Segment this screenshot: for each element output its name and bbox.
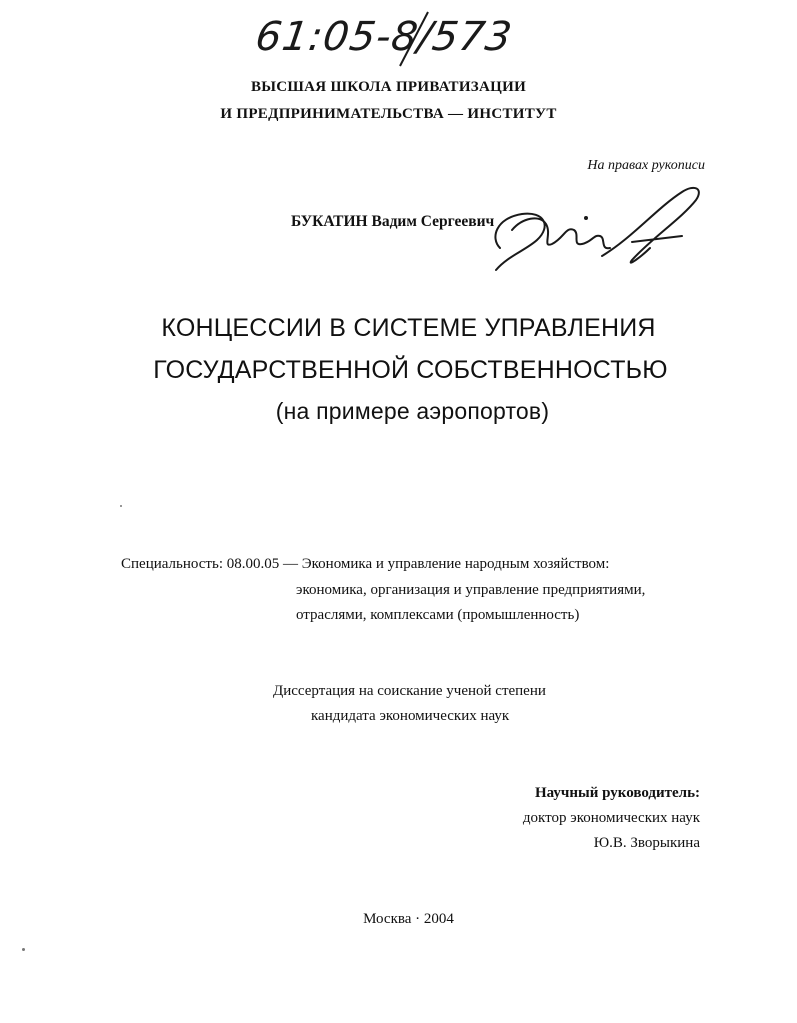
- archive-stamp-number: 61:05-8/573: [252, 14, 516, 60]
- author-name: БУКАТИН Вадим Сергеевич: [291, 213, 495, 230]
- institution-line-1: ВЫСШАЯ ШКОЛА ПРИВАТИЗАЦИИ: [250, 79, 527, 95]
- advisor-degree: доктор экономических наук: [522, 810, 700, 826]
- city-year: Москва · 2004: [363, 911, 454, 927]
- scan-speck: [120, 505, 122, 507]
- dissertation-degree-line-1: Диссертация на соискание ученой степени: [273, 683, 546, 699]
- dissertation-title-line-2: ГОСУДАРСТВЕННОЙ СОБСТВЕННОСТЬЮ: [153, 356, 668, 384]
- specialty-line-3: отраслями, комплексами (промышленность): [296, 607, 580, 623]
- institution-line-2: И ПРЕДПРИНИМАТЕЛЬСТВА — ИНСТИТУТ: [220, 106, 557, 122]
- advisor-heading: Научный руководитель:: [535, 785, 700, 801]
- advisor-name: Ю.В. Зворыкина: [593, 835, 700, 851]
- specialty-line-2: экономика, организация и управление предприятиями,: [296, 582, 646, 598]
- dissertation-subtitle: (на примере аэропортов): [275, 398, 550, 424]
- scan-speck: [22, 948, 25, 951]
- signature-icon: [482, 178, 712, 288]
- specialty-line-1: Специальность: 08.00.05 — Экономика и управление народным хозяйством:: [121, 556, 610, 572]
- manuscript-rights-note: На правах рукописи: [587, 158, 705, 173]
- stamp-underline-icon: [250, 8, 500, 68]
- dissertation-degree-line-2: кандидата экономических наук: [311, 708, 510, 724]
- dissertation-title-line-1: КОНЦЕССИИ В СИСТЕМЕ УПРАВЛЕНИЯ: [161, 314, 656, 342]
- archive-stamp: [250, 8, 516, 68]
